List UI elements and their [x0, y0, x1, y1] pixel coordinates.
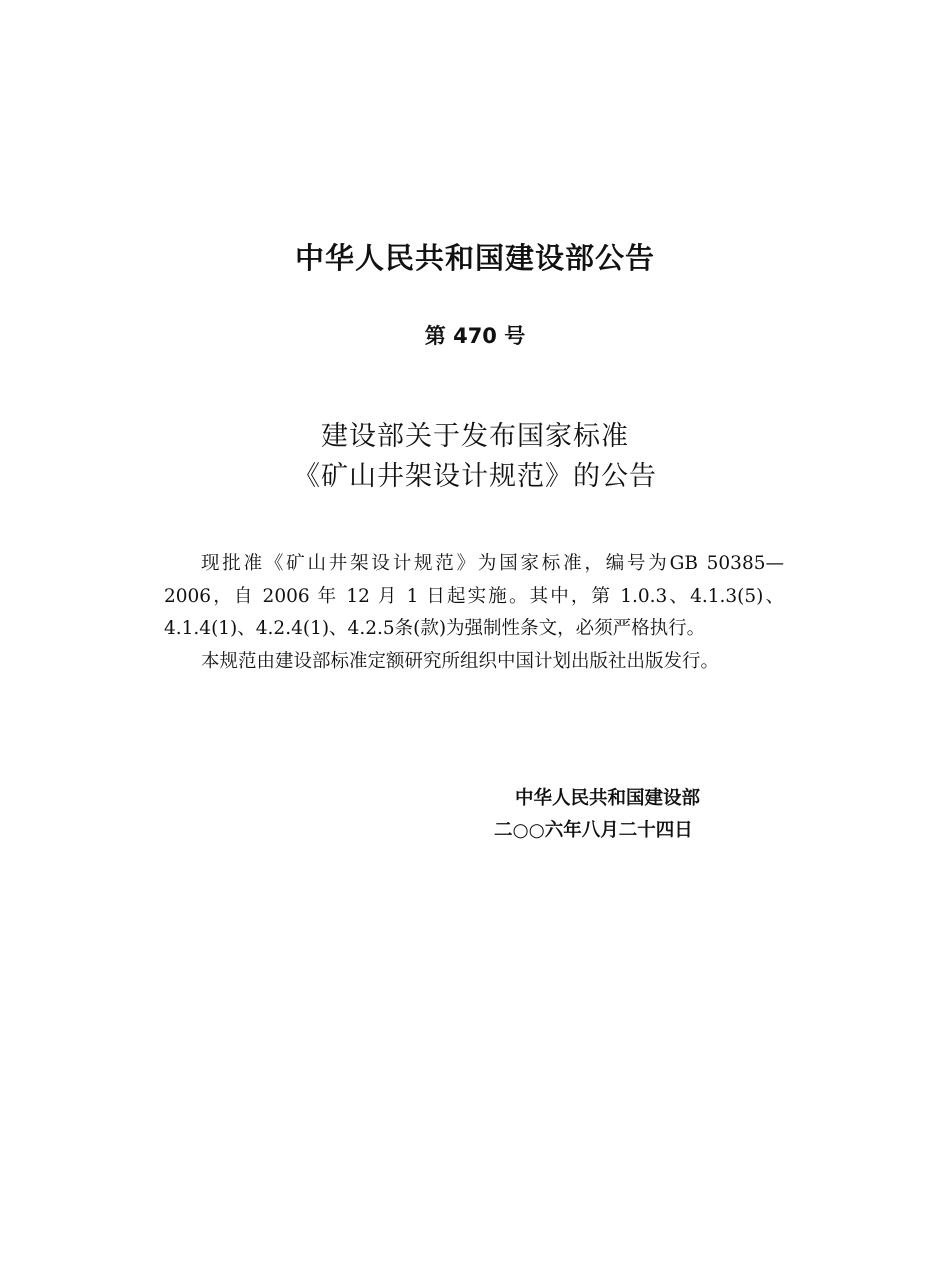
signature-date: 二○○六年八月二十四日 — [494, 820, 693, 841]
announcement-title: 中华人民共和国建设部公告 — [294, 241, 655, 275]
announcement-body — [164, 548, 784, 678]
signature-organization: 中华人民共和国建设部 — [515, 788, 701, 809]
announcement-number: 第 470 号 — [424, 324, 526, 348]
announcement-subtitle-line2: 《矿山井架设计规范》的公告 — [293, 461, 657, 492]
body-paragraph-approval: 现批准《矿山井架设计规范》为国家标准，编号为GB 50385—2006，自 2006 年 12 月 1 日起实施。其中，第 1.0.3、4.1.3(5)、4.1.4(1)、4.2.4(1)、4.2.5条(款)为强制性条文，必须严格执行。 — [164, 553, 784, 639]
announcement-subtitle-line1: 建设部关于发布国家标准 — [321, 421, 629, 452]
body-paragraph-publication: 本规范由建设部标准定额研究所组织中国计划出版社出版发行。 — [201, 650, 720, 672]
